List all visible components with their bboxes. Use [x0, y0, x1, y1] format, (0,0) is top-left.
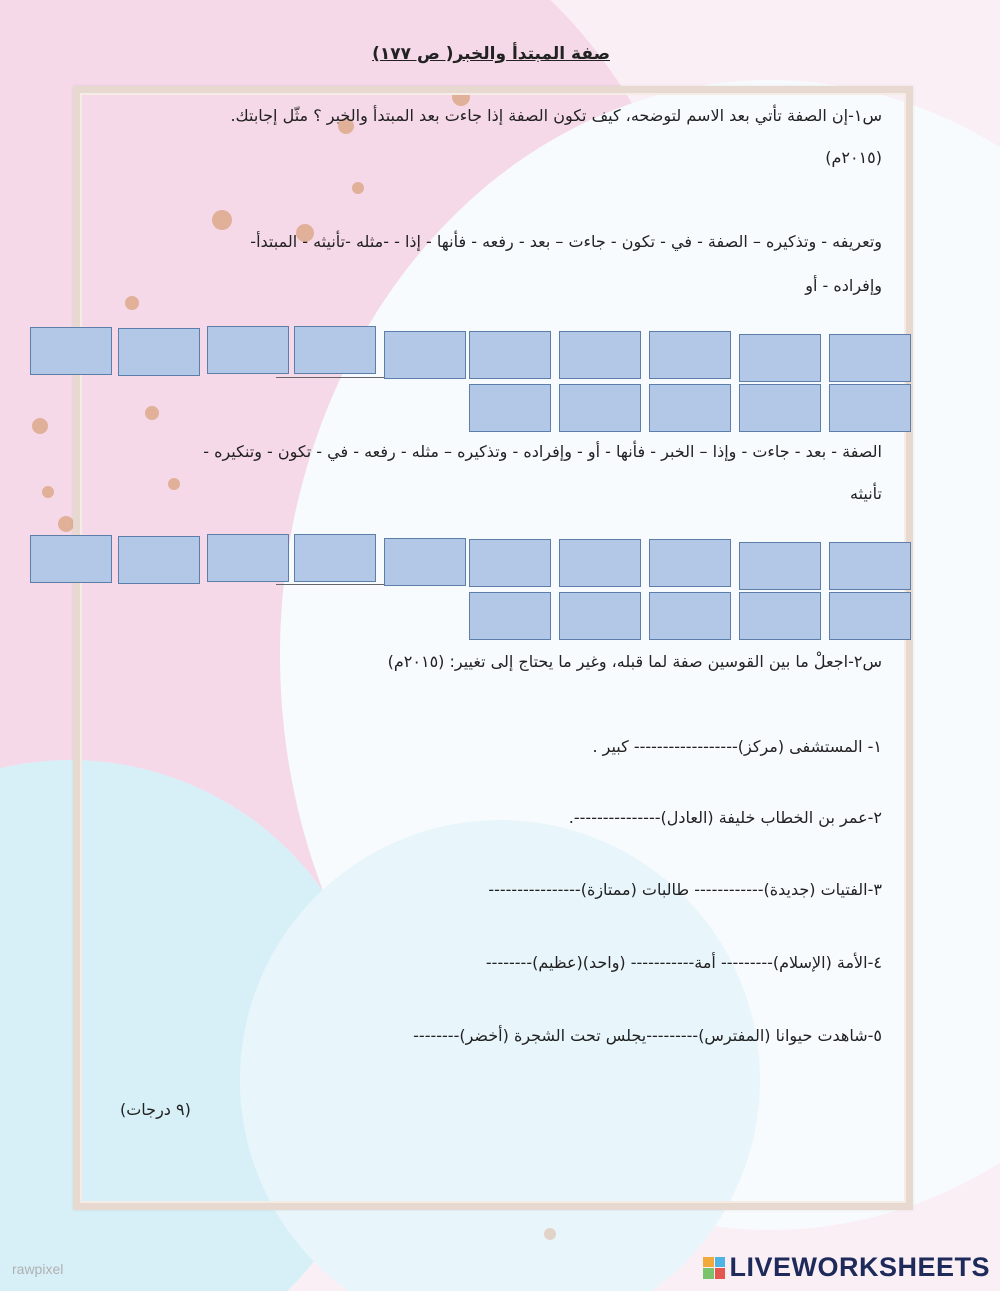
glitter-dot [58, 516, 74, 532]
answer-box[interactable] [829, 384, 911, 432]
answer-underline [276, 377, 386, 378]
answer-box[interactable] [829, 542, 911, 590]
answer-box[interactable] [829, 592, 911, 640]
answer-box[interactable] [559, 384, 641, 432]
answer-underline [276, 584, 386, 585]
answer-box[interactable] [118, 328, 200, 376]
answer-box[interactable] [739, 384, 821, 432]
answer-box[interactable] [207, 534, 289, 582]
page-title: صفة المبتدأ والخبر( ص ١٧٧) [372, 44, 610, 64]
answer-box[interactable] [739, 334, 821, 382]
brand-logo[interactable] [703, 1252, 990, 1283]
answer-box[interactable] [559, 539, 641, 587]
exercise-item-4: ٤-الأمة (الإسلام)--------- أمة----------- (واحد)(عظيم)-------- [485, 953, 882, 972]
glitter-dot [32, 418, 48, 434]
answer-box[interactable] [469, 539, 551, 587]
word-bank-1-line-2: وإفراده - أو [805, 276, 882, 295]
question-1: س١-إن الصفة تأتي بعد الاسم لتوضحه، كيف تكون الصفة إذا جاءت بعد المبتدأ والخبر ؟ مثّل إجابتك. [230, 106, 882, 125]
exercise-item-3: ٣-الفتيات (جديدة)------------ طالبات (ممتازة)---------------- [488, 880, 882, 899]
answer-box[interactable] [649, 331, 731, 379]
answer-box[interactable] [469, 331, 551, 379]
exercise-item-1: ١- المستشفى (مركز)------------------ كبير . [592, 737, 882, 756]
glitter-dot [544, 1228, 556, 1240]
liveworksheets-icon [703, 1257, 725, 1279]
answer-box[interactable] [30, 327, 112, 375]
answer-box[interactable] [384, 331, 466, 379]
answer-box[interactable] [559, 592, 641, 640]
answer-box[interactable] [649, 592, 731, 640]
exercise-item-5: ٥-شاهدت حيوانا (المفترس)---------يجلس تحت الشجرة (أخضر)-------- [413, 1026, 882, 1045]
word-bank-1-line-1: وتعريفه - وتذكيره – الصفة - في - تكون - جاءت – بعد - رفعه - فأنها - إذا - -مثله -تأنيثه - المبتدأ- [250, 232, 882, 251]
answer-box[interactable] [649, 384, 731, 432]
answer-box[interactable] [469, 384, 551, 432]
answer-box[interactable] [739, 592, 821, 640]
answer-box[interactable] [559, 331, 641, 379]
answer-box[interactable] [469, 592, 551, 640]
word-bank-2-line-2: تأنيثه [849, 484, 882, 503]
glitter-dot [42, 486, 54, 498]
answer-box[interactable] [829, 334, 911, 382]
brand-name: LIVEWORKSHEETS [729, 1252, 990, 1282]
answer-box[interactable] [649, 539, 731, 587]
word-bank-2-line-1: الصفة - بعد - جاءت - وإذا – الخبر - فأنها - أو - وإفراده - وتذكيره – مثله - رفعه - في - تكون - وتنكيره - [203, 442, 882, 461]
answer-box[interactable] [294, 326, 376, 374]
answer-box[interactable] [30, 535, 112, 583]
answer-box[interactable] [384, 538, 466, 586]
watermark: rawpixel [12, 1261, 64, 1277]
answer-box[interactable] [118, 536, 200, 584]
answer-box[interactable] [207, 326, 289, 374]
answer-box[interactable] [294, 534, 376, 582]
answer-box[interactable] [739, 542, 821, 590]
exercise-item-2: ٢-عمر بن الخطاب خليفة (العادل)---------------. [568, 808, 882, 827]
question-2: س٢-اجعلْ ما بين القوسين صفة لما قبله، وغير ما يحتاج إلى تغيير: (٢٠١٥م) [387, 652, 882, 671]
grade-note: (٩ درجات) [120, 1100, 191, 1119]
question-1-year: (٢٠١٥م) [825, 148, 882, 167]
